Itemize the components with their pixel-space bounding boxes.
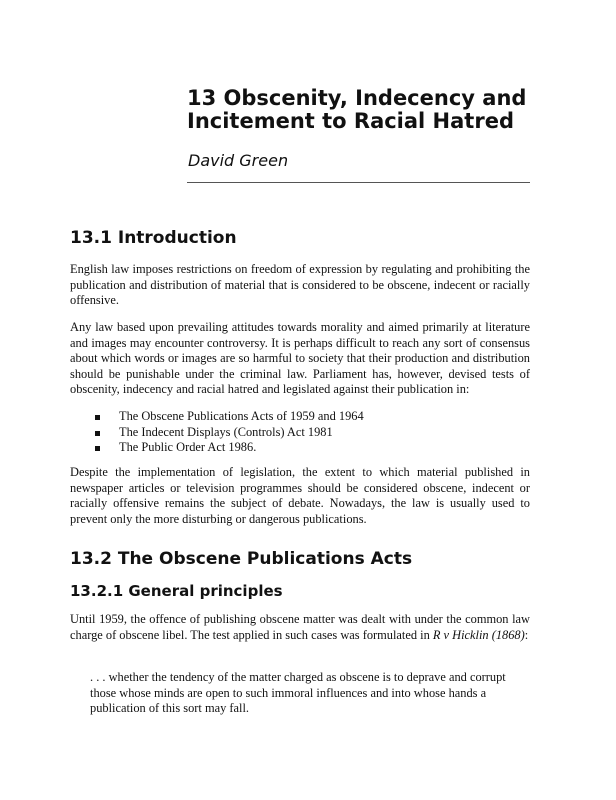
paragraph-text-end: : [524,627,529,642]
section-heading-introduction: 13.1 Introduction [70,228,237,248]
subsection-heading-general-principles: 13.2.1 General principles [70,582,283,600]
chapter-author: David Green [188,151,289,170]
list-item-text: The Public Order Act 1986. [119,440,257,455]
paragraph-text: Until 1959, the offence of publishing obscene matter was dealt with under the common law charge of obscene libel. The test applied in such cases was formulated in [70,612,530,642]
intro-paragraph-1: English law imposes restrictions on freedom of expression by regulating and prohibiting the publication and distribution of material that is considered to be obscene, indecent or racially offensive. [70,262,530,308]
list-item [92,409,364,425]
section-heading-obscene-publications-acts: 13.2 The Obscene Publications Acts [70,549,413,569]
intro-paragraph-3: Despite the implementation of legislation, the extent to which material published in newspaper articles or television programmes should be considered obscene, indecent or racially offensive remains the subject of debate. Nowadays, the law is usually used to prevent only the more disturbing or dangerous publications. [70,465,530,526]
bullet-icon [95,415,100,420]
title-divider [187,182,530,183]
list-item [92,425,364,441]
list-item-text: The Indecent Displays (Controls) Act 1981 [119,424,333,439]
list-item-text: The Obscene Publications Acts of 1959 and 1964 [119,409,364,423]
bullet-icon [95,431,100,436]
legislation-list [92,409,364,456]
bullet-icon [95,446,100,451]
hicklin-quote: . . . whether the tendency of the matter charged as obscene is to deprave and corrupt those whose minds are open to such immoral influences and into whose hands a publication of this sort may fall. [90,670,506,716]
chapter-title: 13 Obscenity, Indecency and Incitement to Racial Hatred [187,86,527,133]
case-citation: R v Hicklin (1868) [432,627,525,642]
opa-paragraph-1 [70,612,530,643]
list-item [92,440,364,456]
intro-paragraph-2: Any law based upon prevailing attitudes towards morality and aimed primarily at literature and images may encounter controversy. It is perhaps difficult to reach any sort of consensus about which words or images are so harmful to society that their production and distribution should be punishable under the criminal law. Parliament has, however, devised tests of obscenity, indecency and racial hatred and legislated against their publication in: [70,320,530,397]
